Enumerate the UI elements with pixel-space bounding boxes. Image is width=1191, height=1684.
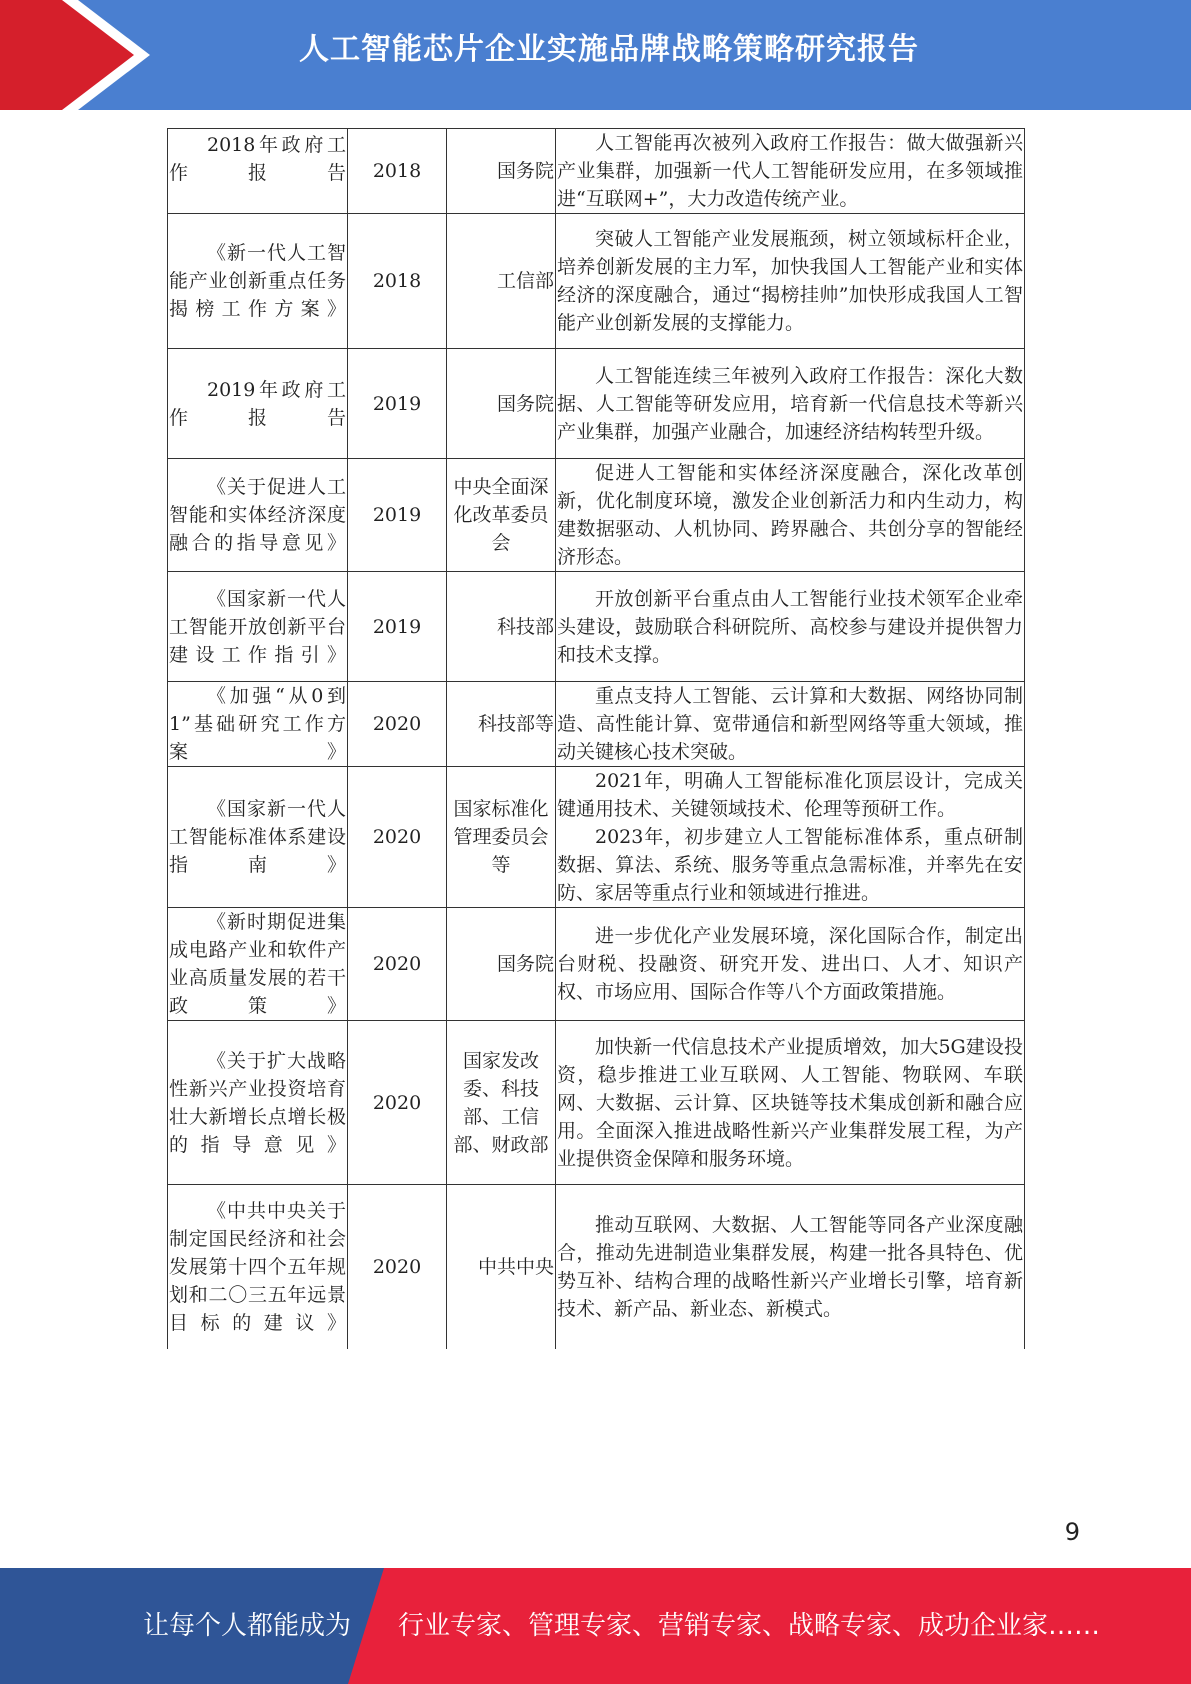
- policy-org: 国家标准化管理委员会等: [447, 767, 556, 908]
- policy-year: 2019: [348, 572, 447, 682]
- policy-year: 2020: [348, 908, 447, 1021]
- policy-org: 科技部: [447, 572, 556, 682]
- policy-title: 《国家新一代人工智能标准体系建设指南》: [168, 767, 348, 908]
- policy-content-cell: [556, 767, 1025, 908]
- policy-content: 重点支持人工智能、云计算和大数据、网络协同制造、高性能计算、宽带通信和新型网络等重大领域，推动关键核心技术突破。: [556, 682, 1025, 767]
- policy-org: 国务院: [447, 908, 556, 1021]
- policy-org: 国务院: [447, 129, 556, 214]
- table-row: [168, 459, 1025, 572]
- policy-table: [167, 128, 1025, 1349]
- policy-year: 2018: [348, 129, 447, 214]
- footer-banner: [0, 1568, 1191, 1684]
- policy-org: 中央全面深化改革委员会: [447, 459, 556, 572]
- policy-year: 2020: [348, 1021, 447, 1185]
- table-row: [168, 767, 1025, 908]
- policy-content: 开放创新平台重点由人工智能行业技术领军企业牵头建设，鼓励联合科研院所、高校参与建设并提供智力和技术支撑。: [556, 572, 1025, 682]
- policy-content: 加快新一代信息技术产业提质增效，加大5G建设投资，稳步推进工业互联网、人工智能、物联网、车联网、大数据、云计算、区块链等技术集成创新和融合应用。全面深入推进战略性新兴产业集群发展工程，为产业提供资金保障和服务环境。: [556, 1021, 1025, 1185]
- policy-content: 人工智能再次被列入政府工作报告：做大做强新兴产业集群，加强新一代人工智能研发应用，在多领域推进“互联网+”，大力改造传统产业。: [556, 129, 1025, 214]
- policy-year: 2019: [348, 459, 447, 572]
- policy-org: 国务院: [447, 349, 556, 459]
- policy-content: 进一步优化产业发展环境，深化国际合作，制定出台财税、投融资、研究开发、进出口、人才、知识产权、市场应用、国际合作等八个方面政策措施。: [556, 908, 1025, 1021]
- table-row: [168, 349, 1025, 459]
- policy-title-cell: [168, 129, 348, 214]
- page-title: 人工智能芯片企业实施品牌战略策略研究报告: [299, 32, 919, 67]
- policy-title: 2019年政府工作报告: [168, 349, 348, 459]
- footer-slogan-left: 让每个人都能成为: [143, 1611, 352, 1641]
- policy-title: 《关于促进人工智能和实体经济深度融合的指导意见》: [168, 459, 348, 572]
- policy-year: 2020: [348, 767, 447, 908]
- policy-org: 科技部等: [447, 682, 556, 767]
- policy-content-paragraph: 2021年，明确人工智能标准化顶层设计，完成关键通用技术、关键领域技术、伦理等预研工作。: [557, 770, 1023, 820]
- table-row: [168, 1185, 1025, 1349]
- table-row: [168, 908, 1025, 1021]
- policy-title: 《国家新一代人工智能开放创新平台建设工作指引》: [168, 572, 348, 682]
- header-banner: [0, 0, 1191, 110]
- policy-content: 推动互联网、大数据、人工智能等同各产业深度融合，推动先进制造业集群发展，构建一批各具特色、优势互补、结构合理的战略性新兴产业增长引擎，培育新技术、新产品、新业态、新模式。: [556, 1185, 1025, 1349]
- policy-year: 2018: [348, 214, 447, 349]
- policy-org: 国家发改委、科技部、工信部、财政部: [447, 1021, 556, 1185]
- table-row: [168, 129, 1025, 214]
- policy-title: 《新一代人工智能产业创新重点任务揭榜工作方案》: [168, 214, 348, 349]
- page-number: 9: [1064, 1518, 1080, 1546]
- table-row: [168, 682, 1025, 767]
- policy-content: 促进人工智能和实体经济深度融合，深化改革创新，优化制度环境，激发企业创新活力和内生动力，构建数据驱动、人机协同、跨界融合、共创分享的智能经济形态。: [556, 459, 1025, 572]
- policy-year: 2019: [348, 349, 447, 459]
- policy-org: 中共中央: [447, 1185, 556, 1349]
- table-row: [168, 214, 1025, 349]
- table-row: [168, 1021, 1025, 1185]
- policy-title: 2018年政府工作报告: [169, 134, 346, 184]
- footer-slogan-right: 行业专家、管理专家、营销专家、战略专家、成功企业家……: [398, 1611, 1101, 1641]
- policy-year: 2020: [348, 1185, 447, 1349]
- policy-content-paragraph: 2023年，初步建立人工智能标准体系，重点研制数据、算法、系统、服务等重点急需标准，并率先在安防、家居等重点行业和领域进行推进。: [557, 826, 1023, 904]
- policy-title: 《中共中央关于制定国民经济和社会发展第十四个五年规划和二〇三五年远景目标的建议》: [168, 1185, 348, 1349]
- policy-content: 人工智能连续三年被列入政府工作报告：深化大数据、人工智能等研发应用，培育新一代信息技术等新兴产业集群，加强产业融合，加速经济结构转型升级。: [556, 349, 1025, 459]
- policy-title: 《新时期促进集成电路产业和软件产业高质量发展的若干政策》: [168, 908, 348, 1021]
- policy-org: 工信部: [447, 214, 556, 349]
- policy-title: 《加强“从0到1”基础研究工作方案》: [168, 682, 348, 767]
- policy-content: 突破人工智能产业发展瓶颈，树立领域标杆企业，培养创新发展的主力军，加快我国人工智能产业和实体经济的深度融合，通过“揭榜挂帅”加快形成我国人工智能产业创新发展的支撑能力。: [556, 214, 1025, 349]
- policy-year: 2020: [348, 682, 447, 767]
- policy-title: 《关于扩大战略性新兴产业投资培育壮大新增长点增长极的指导意见》: [168, 1021, 348, 1185]
- table-row: [168, 572, 1025, 682]
